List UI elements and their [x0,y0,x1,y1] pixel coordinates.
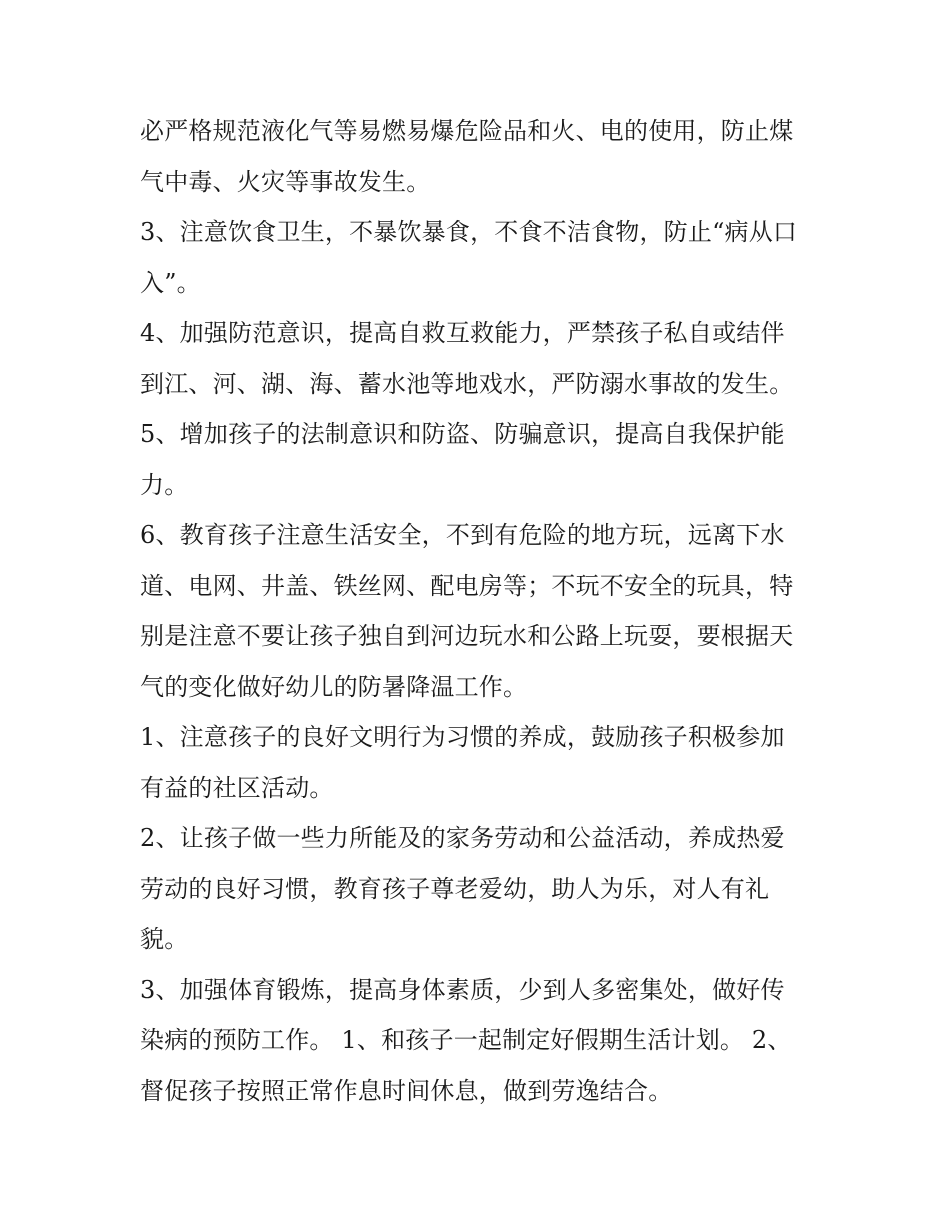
text-line: 3、加强体育锻炼，提高身体素质，少到人多密集处，做好传 [140,975,785,1004]
text-line: 4、加强防范意识，提高自救互救能力，严禁孩子私自或结伴 [140,319,785,347]
text-line: 1、注意孩子的良好文明行为习惯的养成，鼓励孩子积极参加 [140,723,785,751]
text-line: 5、增加孩子的法制意识和防盗、防骗意识，提高自我保护能 [140,420,785,448]
document-body [140,106,820,1116]
text-line: 劳动的良好习惯，教育孩子尊老爱幼，助人为乐，对人有礼 [140,874,770,903]
text-line: 气中毒、火灾等事故发生。 [140,167,431,196]
text-line: 貌。 [140,925,189,953]
text-line: 别是注意不要让孩子独自到河边玩水和公路上玩耍，要根据天 [140,622,794,650]
text-line: 督促孩子按照正常作息时间休息，做到劳逸结合。 [140,1076,673,1105]
text-line: 染病的预防工作。 1、和孩子一起制定好假期生活计划。 2、 [140,1026,792,1054]
text-line: 道、电网、井盖、铁丝网、配电房等；不玩不安全的玩具，特 [140,571,794,600]
text-line: 入”。 [140,268,201,297]
text-line: 气的变化做好幼儿的防暑降温工作。 [140,672,528,701]
text-line: 有益的社区活动。 [140,773,334,802]
text-line: 6、教育孩子注意生活安全，不到有危险的地方玩，远离下水 [140,521,785,549]
text-line: 力。 [140,470,189,499]
text-line: 必严格规范液化气等易燃易爆危险品和火、电的使用，防止煤 [140,117,794,145]
text-line: 到江、河、湖、海、蓄水池等地戏水，严防溺水事故的发生。 [140,369,794,398]
text-line: 3、注意饮食卫生，不暴饮暴食，不食不洁食物，防止“病从口 [140,218,798,246]
text-line: 2、让孩子做一些力所能及的家务劳动和公益活动，养成热爱 [140,824,785,852]
